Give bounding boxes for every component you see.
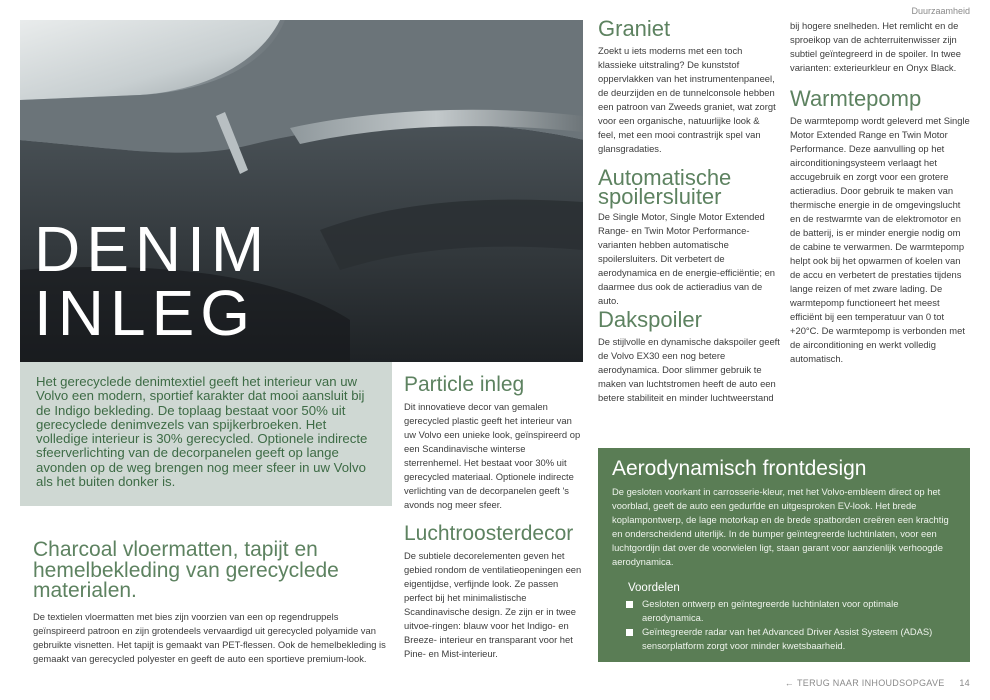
particle-body: Dit innovatieve decor van gemalen gerecycled plastic geeft het interieur van uw Volvo een unieke look, geïnspireerd op een Scandinavische winterse sterrenhemel. Het bestaat voor 30% uit gerecycled materiaal. Optionele indirecte verlichting van de decorpanelen geeft 's avonds nog meer sfeer.: [404, 401, 581, 510]
checkbox-bullet-icon: [626, 601, 633, 608]
back-to-contents-link[interactable]: [785, 678, 948, 688]
particle-section: [404, 374, 584, 512]
dakspoiler-section: [598, 309, 780, 405]
hero-title: DENIM INLEG: [34, 213, 271, 349]
warmtepomp-section: [790, 88, 970, 366]
charcoal-section: [33, 540, 393, 666]
intro-box: Het gerecyclede denimtextiel geeft het interieur van uw Volvo een modern, sportief karakter dat mooi aansluit bij de Indigo bekleding. De toplaag bestaat voor 50% uit gerecyclede denimvezels van spijkerbroeken. Het volledige interieur is 30% gerecycled. Optionele indirecte sfeerverlichting van de decorpanelen geeft op lange avonden op de weg brengen nog meer sfeer in uw Volvo als het buiten donker is.: [20, 362, 392, 506]
dakspoiler-heading: Dakspoiler: [598, 307, 702, 332]
footer: [785, 678, 970, 688]
aero-box: [598, 448, 970, 662]
checkbox-bullet-icon: [626, 629, 633, 636]
back-link-label: TERUG NAAR INHOUDSOPGAVE: [797, 678, 945, 688]
charcoal-body: De textielen vloermatten met bies zijn voorzien van een op regendruppels geïnspireerd patroon en zijn grotendeels vervaardigd uit gerecycled polyamide van gebruikte visnetten. Het tapijt is gemaakt van PET-flessen. Ook de hemelbekleding is gemaakt van gerecycled polyester en geeft de auto een sportieve premium-look.: [33, 610, 386, 664]
dakspoiler-continuation: bij hogere snelheden. Het remlicht en de sproeikop van de achterruitenwisser zijn subtiel geïntegreerd in de spoiler. In twee varianten: exterieurkleur en Onyx Black.: [790, 20, 961, 73]
luchtrooster-body: De subtiele decorelementen geven het gebied rondom de ventilatieopeningen een eigentijdse, verfijnde look. Ze passen perfect bij het minimalistische Scandinavische design. Ze zijn er in twee uitvoe-ringen: blauw voor het Indigo- en Breeze- interieur en transparant voor het Pine- en Mist-interieur.: [404, 550, 582, 659]
charcoal-heading: Charcoal vloermatten, tapijt en hemelbekleding van gerecyclede materialen.: [33, 538, 339, 602]
graniet-heading: Graniet: [598, 16, 671, 41]
spoilersluiter-body: De Single Motor, Single Motor Extended Range- en Twin Motor Performance-varianten hebben automatische spoilersluiters. Dit verbetert de aerodynamica en de energie-efficiëntie; en daarmee dus ook de actieradius van de auto.: [598, 211, 776, 306]
benefit-text: Gesloten ontwerp en geïntegreerde luchtinlaten voor optimale aerodynamica.: [642, 598, 899, 623]
aero-heading: Aerodynamisch frontdesign: [612, 457, 867, 480]
aero-body: De gesloten voorkant in carrosserie-kleur, met het Volvo-embleem direct op het voorblad, geeft de auto een gedurfde en uitgesproken EV-look. Het brede koplampontwerp, de lage motorkap en de brede spatborden creëren een krachtig en onderscheidend uiterlijk. In de bumper geïntegreerde luchtinlaten, voor een luchtgordijn dat over de voorwielen ligt, staan garant voor aanzienlijk verhoogde aerodynamica.: [612, 486, 949, 567]
hero-image: [20, 20, 583, 362]
graniet-body: Zoekt u iets moderns met een toch klassieke uitstraling? De kunststof oppervlakken van het instrumentenpaneel, de deurzijden en de tunnelconsole hebben een patroon van Zweeds graniet, wat zorgt voor een organische, natuurlijke look & feel, met een mooi contrastrijk spel van glansgradaties.: [598, 45, 776, 154]
particle-heading: Particle inleg: [404, 373, 525, 396]
arrow-left-icon: ←: [784, 678, 794, 688]
voordelen-title: Voordelen: [628, 582, 680, 594]
warmtepomp-heading: Warmtepomp: [790, 86, 922, 111]
luchtrooster-section: [404, 523, 586, 661]
warmtepomp-body: De warmtepomp wordt geleverd met Single Motor Extended Range en Twin Motor Performance. Deze aanvulling op het airconditioningsysteem verlaagt het accugebruik en zorgt voor een grotere actieradius. Door gebruik te maken van thermische energie in de omgevingslucht en de restwarmte van de elektromotor en de batterij, is er minder energie nodig om de cabine te verwarmen. De warmtepomp helpt ook bij het opwarmen of koelen van de accu en verbetert de prestaties tijdens lange reizen of met zware lading. De warmtepomp functioneert het meest efficiënt bij een temperatuur van 0 tot +20°C. De warmtepomp is verbonden met de airconditioning en werkt volledig automatisch.: [790, 115, 970, 364]
benefit-text: Geïntegreerde radar van het Advanced Driver Assist Systeem (ADAS) sensorplatform zorgt voor minder kwetsbaarheid.: [642, 626, 933, 651]
page-number: 14: [959, 678, 970, 688]
benefit-item: [612, 597, 956, 625]
section-label: Duurzaamheid: [911, 6, 970, 16]
luchtrooster-heading: Luchtroosterdecor: [404, 522, 574, 545]
spoilersluiter-section: [598, 165, 778, 308]
dakspoiler-body: De stijlvolle en dynamische dakspoiler geeft de Volvo EX30 een nog betere aerodynamica. Door slimmer gebruik te maken van luchtstromen heeft de auto een betere stabiliteit en minder luchtweerstand: [598, 336, 780, 403]
graniet-section: [598, 18, 778, 156]
benefit-item: [612, 625, 956, 653]
spoilersluiter-heading: Automatische spoilersluiter: [598, 165, 732, 209]
